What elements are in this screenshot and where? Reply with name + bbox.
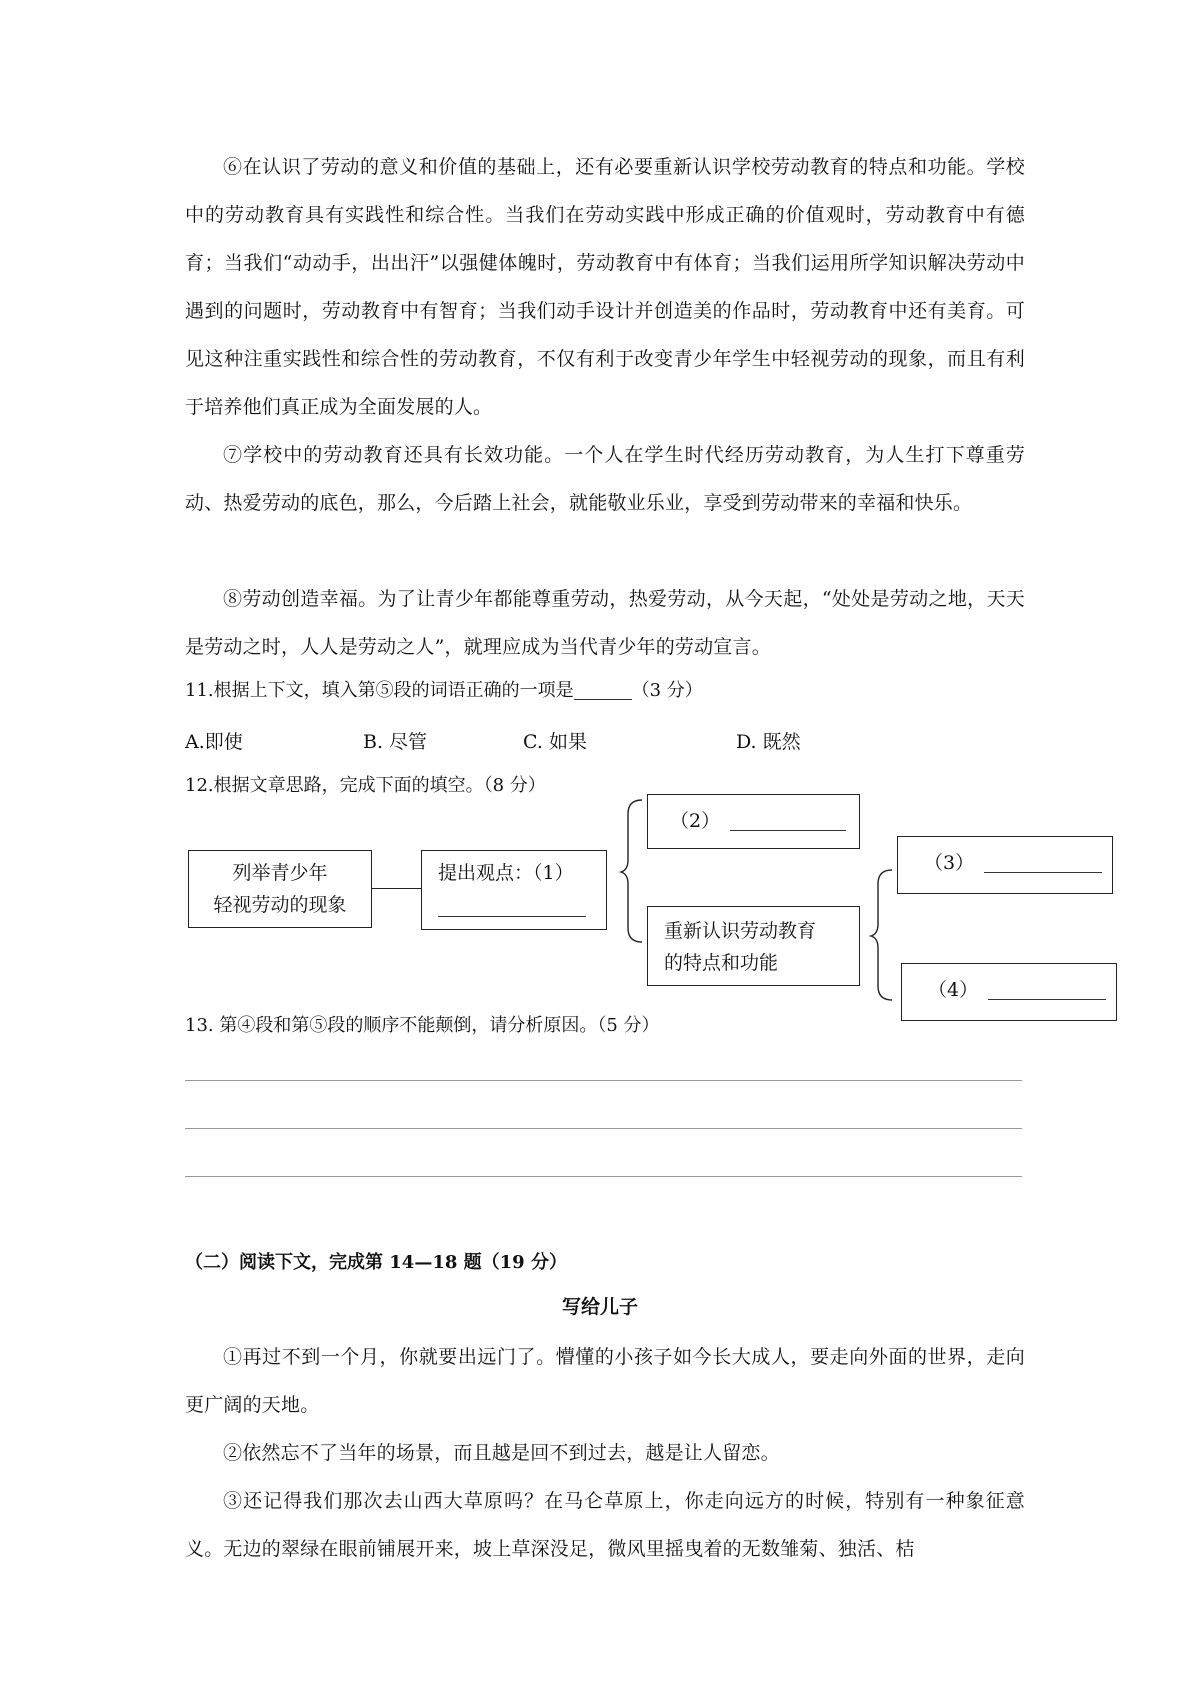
article-paragraph-1: ①再过不到一个月，你就要出远门了。懵懂的小孩子如今长大成人，要走向外面的世界，走向更广阔的天地。 [185,1346,1025,1416]
section-2-heading: （二）阅读下文，完成第 14—18 题（19 分） [185,1252,567,1273]
box-renew [647,906,860,986]
blank-2[interactable] [730,814,846,831]
box-phenomenon-line1: 列举青少年 [232,862,328,884]
answer-blank[interactable] [574,683,632,700]
paragraph-7: ⑦学校中的劳动教育还具有长效功能。一个人在学生时代经历劳动教育，为人生打下尊重劳动、热爱劳动的底色，那么，今后踏上社会，就能敬业乐业，享受到劳动带来的幸福和快乐。 [185,444,1025,514]
box-3 [897,836,1113,894]
question-12: 12.根据文章思路，完成下面的填空。（8 分） [185,775,546,796]
box-viewpoint-label: 提出观点：（1） [438,862,574,884]
answer-line-3[interactable] [185,1176,1022,1177]
answer-line-2[interactable] [185,1128,1022,1129]
paragraph-8: ⑧劳动创造幸福。为了让青少年都能尊重劳动，热爱劳动，从今天起，“处处是劳动之地，天天是劳动之时，人人是劳动之人”，就理应成为当代青少年的劳动宣言。 [185,588,1025,658]
box-phenomenon-line2: 轻视劳动的现象 [213,894,347,916]
box-4 [901,963,1117,1021]
connector-line [372,888,421,889]
blank-3[interactable] [984,856,1102,873]
box-3-label: （3） [924,852,975,874]
blank-4[interactable] [988,983,1106,1000]
box-renew-line1: 重新认识劳动教育 [664,920,817,942]
question-11-stem: 11.根据上下文，填入第⑤段的词语正确的一项是 [185,680,574,701]
article-title: 写给儿子 [561,1296,638,1318]
question-11-score: （3 分） [631,680,703,701]
question-13: 13. 第④段和第⑤段的顺序不能颠倒，请分析原因。（5 分） [185,1015,660,1036]
answer-line-1[interactable] [185,1080,1022,1081]
bracket-2 [870,868,896,1002]
option-c[interactable]: C. 如果 [523,731,587,753]
box-phenomenon [188,850,372,928]
box-2 [647,794,860,849]
option-b[interactable]: B. 尽管 [363,731,428,753]
question-11 [185,676,703,706]
option-a[interactable]: A.即使 [185,731,243,753]
box-renew-line2: 的特点和功能 [664,952,779,974]
paragraph-6: ⑥在认识了劳动的意义和价值的基础上，还有必要重新认识学校劳动教育的特点和功能。学校中的劳动教育具有实践性和综合性。当我们在劳动实践中形成正确的价值观时，劳动教育中有德育；当我们“动动手，出出汗”以强健体魄时，劳动教育中有体育；当我们运用所学知识解决劳动中遇到的问题时，劳动教育中有智育；当我们动手设计并创造美的作品时，劳动教育中还有美育。可见这种注重实践性和综合性的劳动教育，不仅有利于改变青少年学生中轻视劳动的现象，而且有利于培养他们真正成为全面发展的人。 [185,156,1025,418]
article-paragraph-2: ②依然忘不了当年的场景，而且越是回不到过去，越是让人留恋。 [223,1442,780,1464]
blank-1[interactable] [438,900,586,917]
box-viewpoint [421,850,607,930]
bracket-1 [620,798,646,944]
article-paragraph-3: ③还记得我们那次去山西大草原吗？在马仑草原上，你走向远方的时候，特别有一种象征意义。无边的翠绿在眼前铺展开来，坡上草深没足，微风里摇曳着的无数雏菊、独活、桔 [185,1490,1025,1560]
box-4-label: （4） [928,979,979,1001]
option-d[interactable]: D. 既然 [736,731,801,753]
box-2-label: （2） [670,810,721,832]
